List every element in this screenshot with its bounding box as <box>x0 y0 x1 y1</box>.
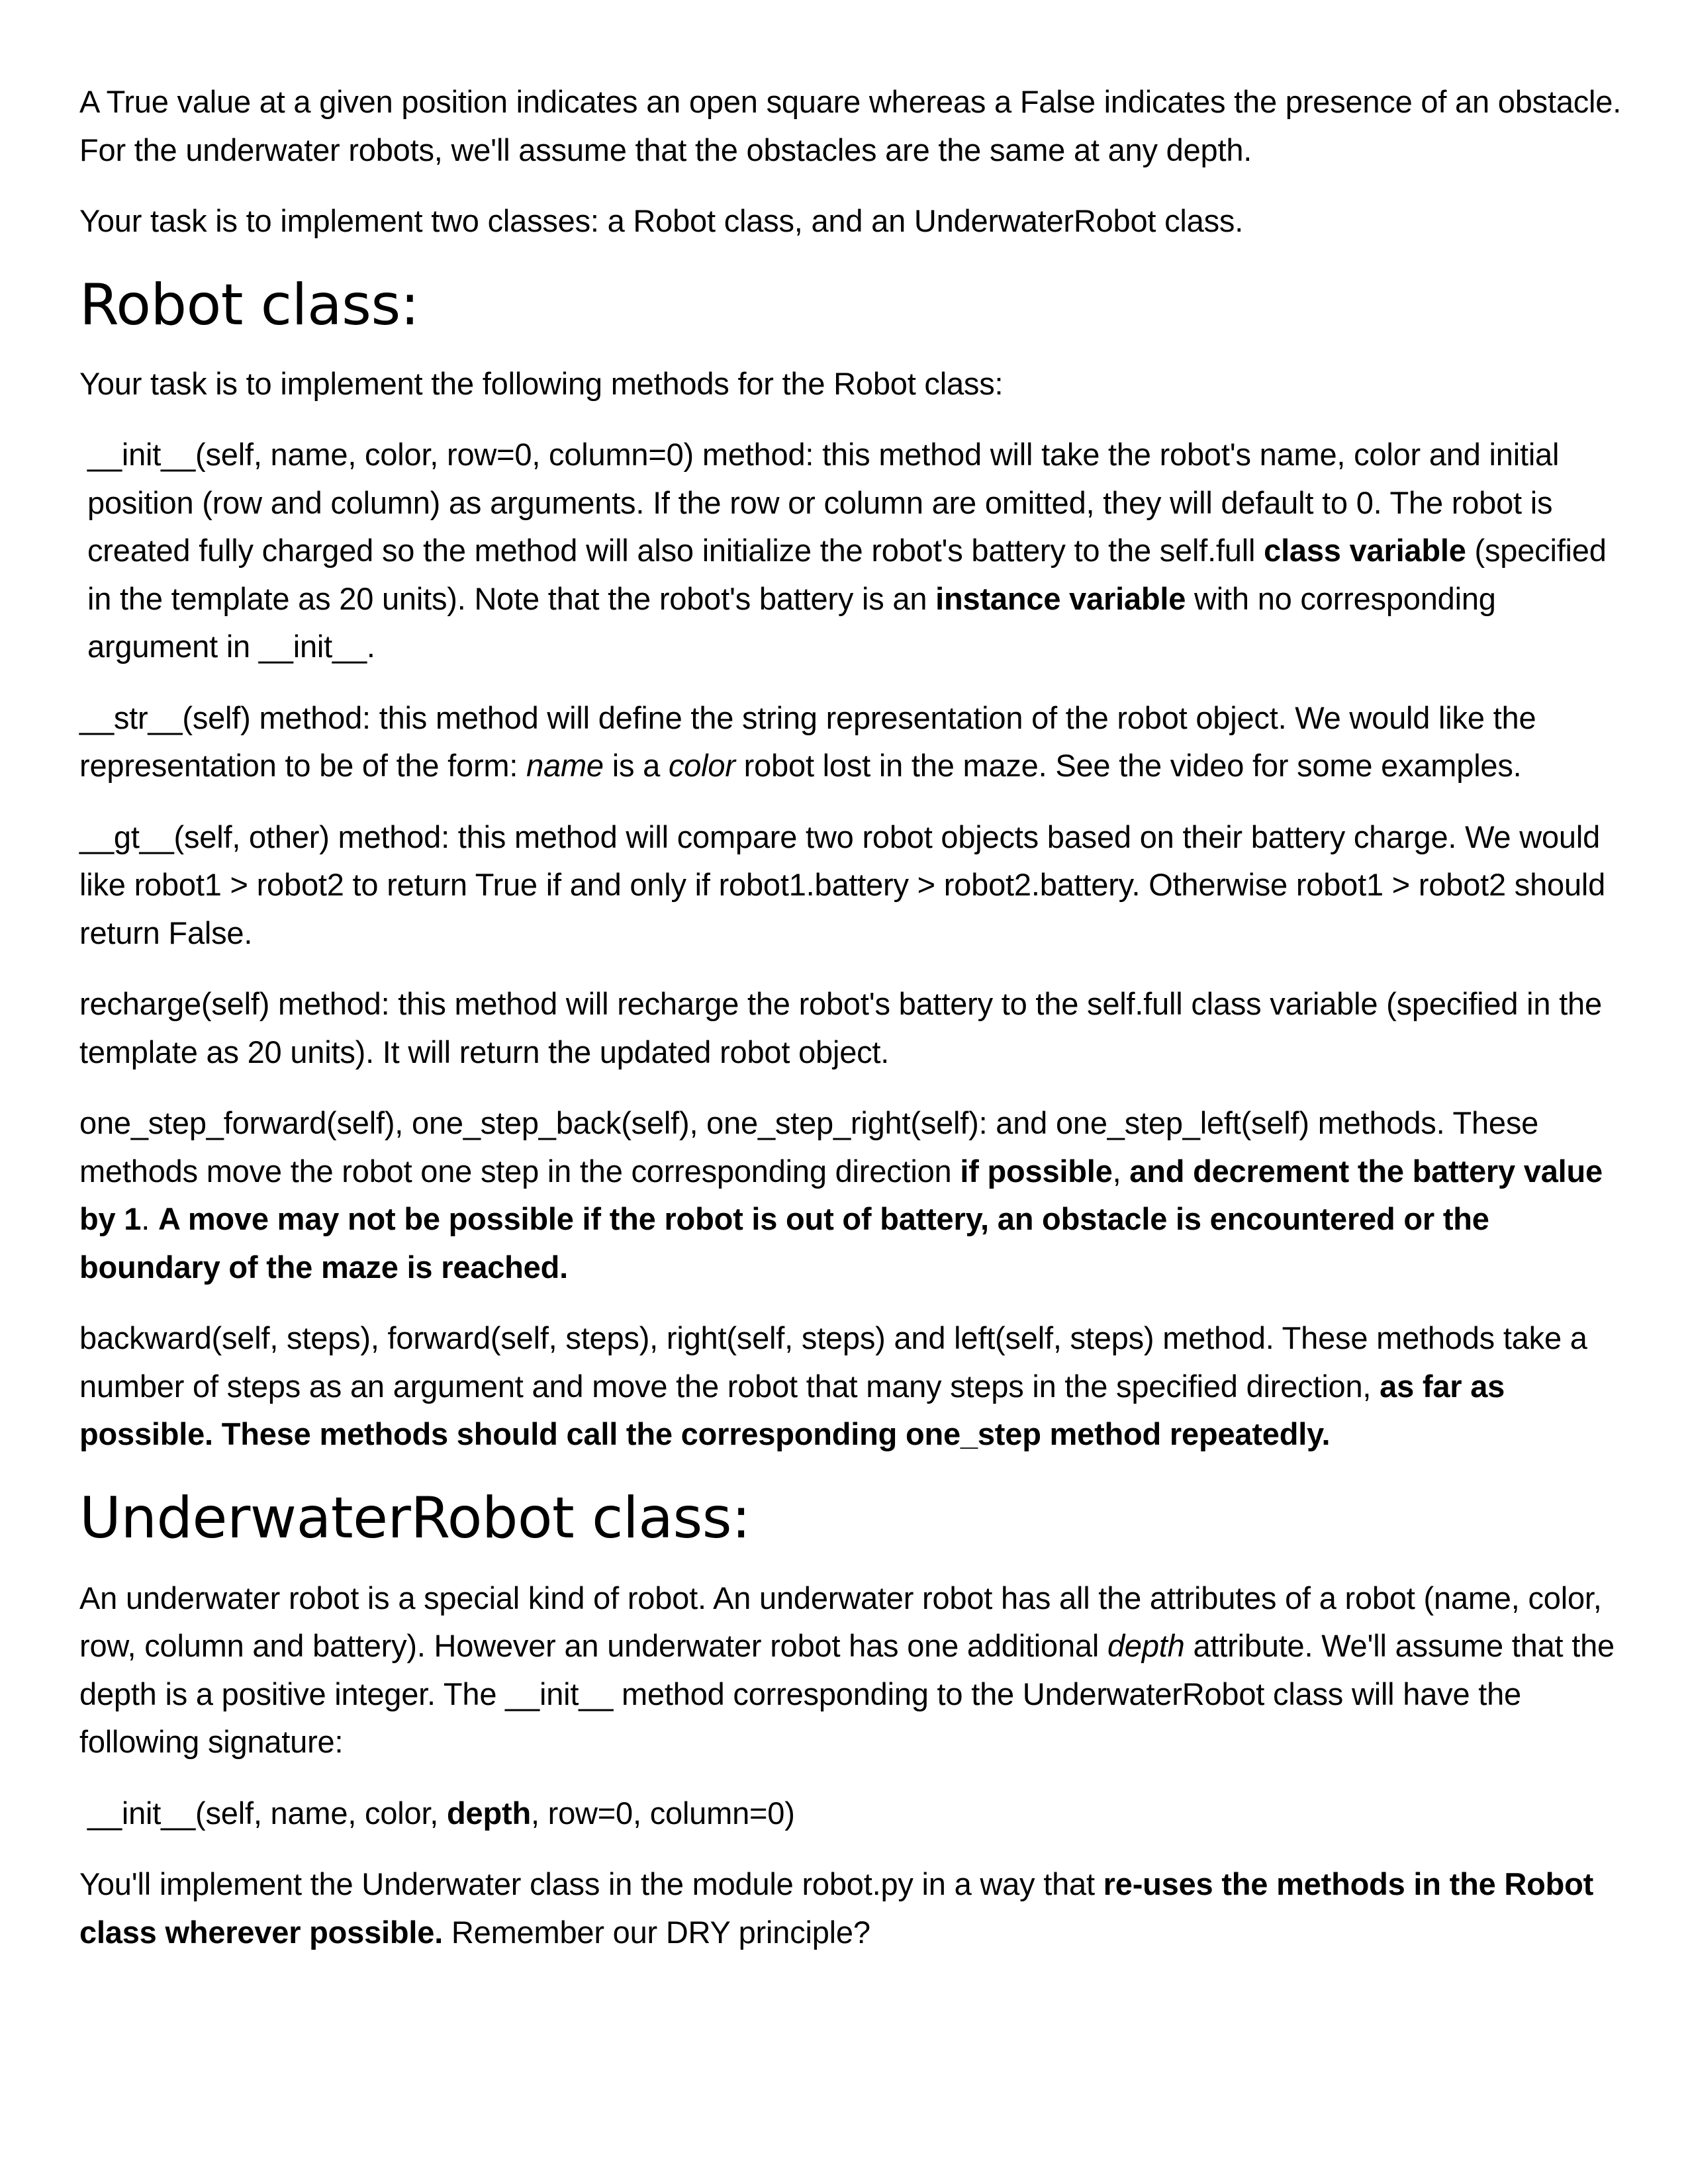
steps-bold-as-far-as-possible: as far as possible. These methods should call the corresponding one_step method repeatedly. <box>79 1368 1505 1451</box>
task-paragraph <box>79 197 1622 246</box>
robot-class-heading: Robot class: <box>79 271 420 338</box>
init-text-3: with no corresponding argument in __init__. <box>87 580 1496 664</box>
recharge-method-paragraph <box>79 980 1622 1076</box>
init-text-1: __init__(self, name, color, row=0, column=0) method: this method will take the robot's name, color and initial position (row and column) as arguments. If the row or column are omitted, they will default to 0. The robot is created fully charged so the method will also initialize the robot's battery to the self.full <box>87 437 1560 568</box>
init-text-2: (specified in the template as 20 units). Note that the robot's battery is an <box>87 533 1607 616</box>
str-italic-name: name <box>526 748 604 783</box>
steps-methods-paragraph <box>79 1314 1622 1459</box>
one-step-text-1: one_step_forward(self), one_step_back(self), one_step_right(self): and one_step_left(self) methods. These methods move the robot one step in the corresponding direction <box>79 1105 1539 1189</box>
signature-text-2: , row=0, column=0) <box>530 1795 795 1831</box>
document-page <box>79 78 1622 1979</box>
reuse-bold-reuse-methods: re-uses the methods in the Robot class wherever possible. <box>79 1866 1594 1950</box>
init-method-paragraph <box>79 431 1622 671</box>
one-step-bold-move-not-possible: A move may not be possible if the robot is out of battery, an obstacle is encountered or the boundary of the maze is reached. <box>79 1201 1489 1285</box>
robot-lead-paragraph <box>79 360 1622 408</box>
intro-paragraph <box>79 78 1622 174</box>
one-step-text-3: . <box>141 1201 158 1236</box>
init-bold-instance-variable: instance variable <box>935 580 1186 616</box>
intro-text: A True value at a given position indicates an open square whereas a False indicates the presence of an obstacle. For the underwater robots, we'll assume that the obstacles are the same at any depth. <box>79 84 1622 167</box>
robot-lead-text: Your task is to implement the following methods for the Robot class: <box>79 365 1004 401</box>
str-italic-color: color <box>668 748 735 783</box>
steps-text-1: backward(self, steps), forward(self, steps), right(self, steps) and left(self, steps) method. These methods take a number of steps as an argument and move the robot that many steps in the specified direction, <box>79 1320 1587 1404</box>
underwater-class-heading: UnderwaterRobot class: <box>79 1484 751 1551</box>
one-step-bold-if-possible: if possible <box>960 1153 1113 1189</box>
underwater-description-paragraph <box>79 1574 1622 1766</box>
signature-bold-depth: depth <box>447 1795 531 1831</box>
underwater-desc-italic-depth: depth <box>1107 1628 1185 1663</box>
reuse-text-2: Remember our DRY principle? <box>443 1914 870 1950</box>
gt-text: __gt__(self, other) method: this method will compare two robot objects based on their battery charge. We would like robot1 > robot2 to return True if and only if robot1.battery > robot2.battery. Otherwise robot1 > robot2 should return False. <box>79 819 1606 950</box>
str-text-3: robot lost in the maze. See the video for some examples. <box>735 748 1522 783</box>
reuse-text-1: You'll implement the Underwater class in the module robot.py in a way that <box>79 1866 1103 1901</box>
one-step-bold-decrement: and decrement the battery value by 1 <box>79 1153 1603 1236</box>
gt-method-paragraph <box>79 813 1622 958</box>
str-method-paragraph <box>79 694 1622 790</box>
str-text-2: is a <box>603 748 669 783</box>
recharge-text: recharge(self) method: this method will recharge the robot's battery to the self.full class variable (specified in the template as 20 units). It will return the updated robot object. <box>79 986 1602 1069</box>
signature-text-1: __init__(self, name, color, <box>87 1795 447 1831</box>
underwater-desc-text-1: An underwater robot is a special kind of robot. An underwater robot has all the attributes of a robot (name, color, row, column and battery). However an underwater robot has one additional <box>79 1580 1602 1663</box>
task-text: Your task is to implement two classes: a Robot class, and an UnderwaterRobot class. <box>79 203 1244 238</box>
one-step-methods-paragraph <box>79 1099 1622 1291</box>
underwater-desc-text-2: attribute. We'll assume that the depth is a positive integer. The __init__ method corresponding to the UnderwaterRobot class will have the following signature: <box>79 1628 1615 1759</box>
str-text-1: __str__(self) method: this method will define the string representation of the robot object. We would like the representation to be of the form: <box>79 700 1536 783</box>
reuse-paragraph <box>79 1860 1622 1956</box>
init-bold-class-variable: class variable <box>1264 533 1466 568</box>
underwater-init-signature <box>79 1790 1622 1838</box>
one-step-text-2: , <box>1112 1153 1130 1189</box>
